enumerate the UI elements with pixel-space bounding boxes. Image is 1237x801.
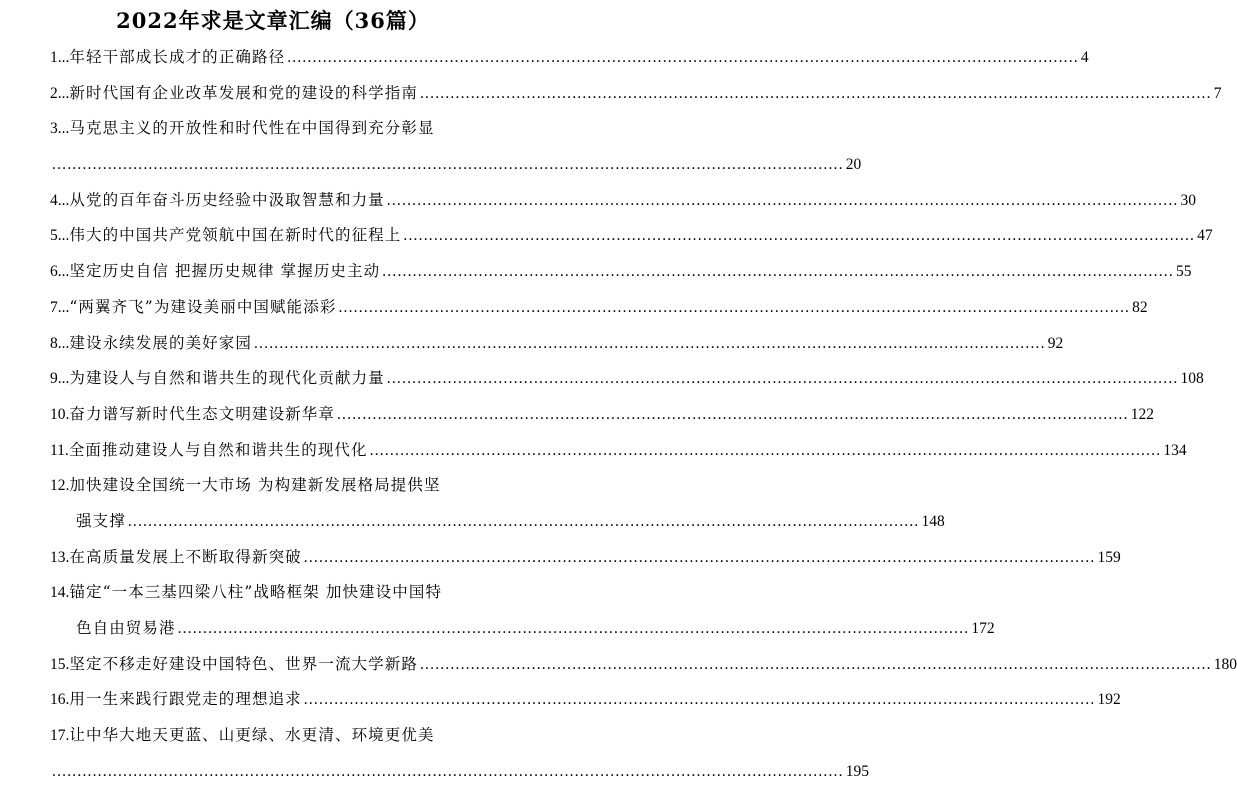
toc-entry-page: 55 xyxy=(1175,263,1192,281)
toc-entry-page: 30 xyxy=(1180,191,1196,209)
dot-leader xyxy=(128,504,920,540)
toc-entry[interactable] xyxy=(50,682,1121,718)
toc-entry-number: 10. xyxy=(50,405,70,423)
toc-entry-number: 2... xyxy=(50,84,70,102)
toc-entry-page: 159 xyxy=(1097,548,1121,566)
toc-entry-number: 7... xyxy=(50,298,70,316)
table-of-contents xyxy=(0,40,1237,789)
toc-entry-number: 3... xyxy=(50,120,70,138)
toc-entry-number: 4... xyxy=(50,191,70,209)
toc-entry-title: 为建设人与自然和谐共生的现代化贡献力量 xyxy=(69,369,385,388)
toc-entry[interactable] xyxy=(50,397,1154,433)
toc-entry[interactable] xyxy=(50,326,1064,362)
toc-entry-number: 13. xyxy=(50,548,70,566)
toc-entry[interactable] xyxy=(50,40,1089,76)
toc-entry-number: 16. xyxy=(50,691,70,709)
dot-leader xyxy=(304,682,1096,718)
toc-entry[interactable] xyxy=(50,468,945,539)
toc-entry-page: 47 xyxy=(1197,227,1213,245)
dot-leader xyxy=(403,218,1195,254)
toc-entry-number: 1... xyxy=(50,49,70,66)
toc-entry-number: 11. xyxy=(50,441,69,459)
toc-entry-title: 奋力谱写新时代生态文明建设新华章 xyxy=(69,404,335,423)
document-title: 2022年求是文章汇编（36篇） xyxy=(116,8,430,33)
toc-entry-number: 5... xyxy=(50,227,70,245)
toc-entry-title: 坚定历史自信 把握历史规律 掌握历史主动 xyxy=(69,262,381,281)
toc-entry[interactable] xyxy=(50,575,995,646)
toc-entry-page: 108 xyxy=(1180,370,1204,388)
dot-leader xyxy=(387,361,1179,397)
toc-entry-page: 172 xyxy=(971,620,995,637)
dot-leader xyxy=(370,433,1162,469)
toc-entry-title: 用一生来践行跟党走的理想追求 xyxy=(69,690,302,709)
toc-entry-page: 180 xyxy=(1213,655,1237,673)
toc-entry-title: 坚定不移走好建设中国特色、世界一流大学新路 xyxy=(69,654,418,673)
toc-entry[interactable] xyxy=(50,647,1237,683)
toc-entry-title: 在高质量发展上不断取得新突破 xyxy=(69,547,302,566)
dot-leader xyxy=(337,397,1129,433)
toc-entry-page: 195 xyxy=(845,762,869,780)
toc-entry-title-continued: 强支撑 xyxy=(76,511,126,530)
dot-leader xyxy=(387,183,1179,219)
toc-entry[interactable] xyxy=(50,718,869,789)
toc-entry-number: 12. xyxy=(50,477,70,495)
dot-leader xyxy=(287,40,1079,76)
dot-leader xyxy=(382,254,1174,290)
dot-leader xyxy=(254,326,1046,362)
toc-entry-title: 年轻干部成长成才的正确路径 xyxy=(69,48,286,66)
toc-entry-title: 新时代国有企业改革发展和党的建设的科学指南 xyxy=(69,83,418,102)
toc-entry-title: 马克思主义的开放性和时代性在中国得到充分彰显 xyxy=(69,119,435,138)
toc-entry-page: 134 xyxy=(1163,441,1187,459)
toc-entry-page: 20 xyxy=(845,156,862,174)
toc-entry-page: 82 xyxy=(1132,298,1148,316)
toc-entry[interactable] xyxy=(50,183,1196,219)
toc-entry-page: 7 xyxy=(1213,84,1222,102)
toc-entry-number: 6... xyxy=(50,263,70,281)
dot-leader xyxy=(52,754,844,790)
toc-entry-title: 伟大的中国共产党领航中国在新时代的征程上 xyxy=(69,226,402,245)
toc-entry-title: 锚定“一本三基四梁八柱”战略框架 加快建设中国特 xyxy=(69,583,443,602)
toc-entry-title-continued: 色自由贸易港 xyxy=(76,619,176,637)
toc-entry[interactable] xyxy=(50,218,1213,254)
toc-entry[interactable] xyxy=(50,76,1222,112)
toc-entry-number: 9... xyxy=(50,370,70,388)
toc-entry-title: “两翼齐飞”为建设美丽中国赋能添彩 xyxy=(69,297,337,316)
dot-leader xyxy=(304,540,1096,576)
toc-entry[interactable] xyxy=(50,290,1148,326)
dot-leader xyxy=(338,290,1130,326)
toc-entry-number: 8... xyxy=(50,334,70,352)
toc-entry-title: 加快建设全国统一大市场 为构建新发展格局提供坚 xyxy=(69,476,441,495)
toc-entry-page: 92 xyxy=(1047,334,1064,352)
toc-entry-page: 4 xyxy=(1080,49,1089,66)
toc-entry-page: 192 xyxy=(1097,691,1121,709)
toc-entry-title: 建设永续发展的美好家园 xyxy=(69,333,252,352)
toc-entry[interactable] xyxy=(50,433,1187,469)
toc-entry-number: 14. xyxy=(50,584,70,602)
toc-entry-title: 从党的百年奋斗历史经验中汲取智慧和力量 xyxy=(69,190,385,209)
dot-leader xyxy=(178,611,970,647)
toc-entry-number: 15. xyxy=(50,655,70,673)
toc-entry-title: 让中华大地天更蓝、山更绿、水更清、环境更优美 xyxy=(69,726,435,745)
toc-entry[interactable] xyxy=(50,111,862,182)
toc-entry[interactable] xyxy=(50,540,1121,576)
dot-leader xyxy=(420,647,1212,683)
toc-entry-page: 122 xyxy=(1130,405,1154,423)
toc-entry-number: 17. xyxy=(50,727,70,745)
toc-entry[interactable] xyxy=(50,254,1192,290)
dot-leader xyxy=(52,147,844,183)
toc-entry-title: 全面推动建设人与自然和谐共生的现代化 xyxy=(68,440,368,459)
toc-entry-page: 148 xyxy=(921,512,945,530)
dot-leader xyxy=(420,76,1212,112)
toc-entry[interactable] xyxy=(50,361,1204,397)
